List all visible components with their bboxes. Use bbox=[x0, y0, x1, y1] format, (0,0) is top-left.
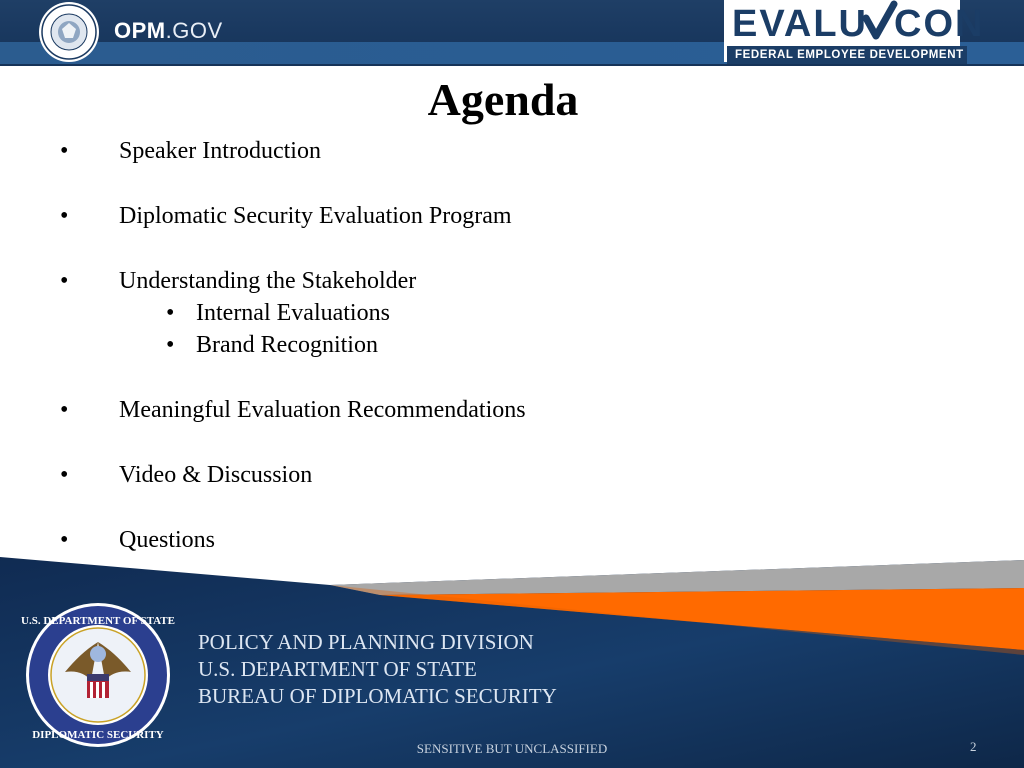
seal-text-top: U.S. DEPARTMENT OF STATE bbox=[21, 615, 175, 627]
bullet-icon: • bbox=[60, 527, 69, 553]
agenda-item-label: Diplomatic Security Evaluation Program bbox=[119, 203, 512, 229]
division-line: BUREAU OF DIPLOMATIC SECURITY bbox=[198, 684, 557, 708]
agenda-subitem-label: Internal Evaluations bbox=[196, 300, 390, 326]
opm-gov-brand[interactable] bbox=[114, 18, 223, 44]
bullet-icon: • bbox=[166, 332, 175, 358]
checkmark-icon bbox=[866, 4, 894, 36]
slide-footer bbox=[0, 555, 1024, 768]
agenda-item-label: Speaker Introduction bbox=[119, 138, 321, 164]
bullet-icon: • bbox=[166, 300, 175, 326]
opm-brand-bold: OPM bbox=[114, 18, 166, 43]
division-line: U.S. DEPARTMENT OF STATE bbox=[198, 657, 477, 681]
opm-brand-suffix: .GOV bbox=[165, 18, 223, 43]
agenda-item-label: Video & Discussion bbox=[119, 462, 313, 488]
bullet-icon: • bbox=[60, 462, 69, 488]
bullet-icon: • bbox=[60, 138, 69, 164]
agenda-item-label: Understanding the Stakeholder bbox=[119, 268, 417, 294]
seal-text-bottom: DIPLOMATIC SECURITY bbox=[32, 729, 164, 741]
evaluator-tagline: FEDERAL EMPLOYEE DEVELOPMENT bbox=[727, 46, 967, 64]
bullet-icon: • bbox=[60, 397, 69, 423]
slide-title: Agenda bbox=[427, 74, 579, 125]
classification-label bbox=[0, 741, 1024, 757]
classification-text: SENSITIVE BUT UNCLASSIFIED bbox=[416, 741, 608, 756]
agenda-item-label: Questions bbox=[119, 527, 215, 553]
opm-seal-logo bbox=[38, 1, 100, 63]
agenda-item-label: Meaningful Evaluation Recommendations bbox=[119, 397, 526, 423]
diplomatic-security-seal bbox=[21, 602, 175, 748]
division-line: POLICY AND PLANNING DIVISION bbox=[198, 630, 534, 654]
evaluator-logo-right: CON bbox=[894, 3, 985, 45]
bullet-icon: • bbox=[60, 268, 69, 294]
bullet-icon: • bbox=[60, 203, 69, 229]
page-number: 2 bbox=[970, 739, 977, 754]
division-block bbox=[198, 629, 557, 710]
evaluator-logo-left: EVALU bbox=[732, 3, 868, 45]
agenda-subitem-label: Brand Recognition bbox=[196, 332, 378, 358]
